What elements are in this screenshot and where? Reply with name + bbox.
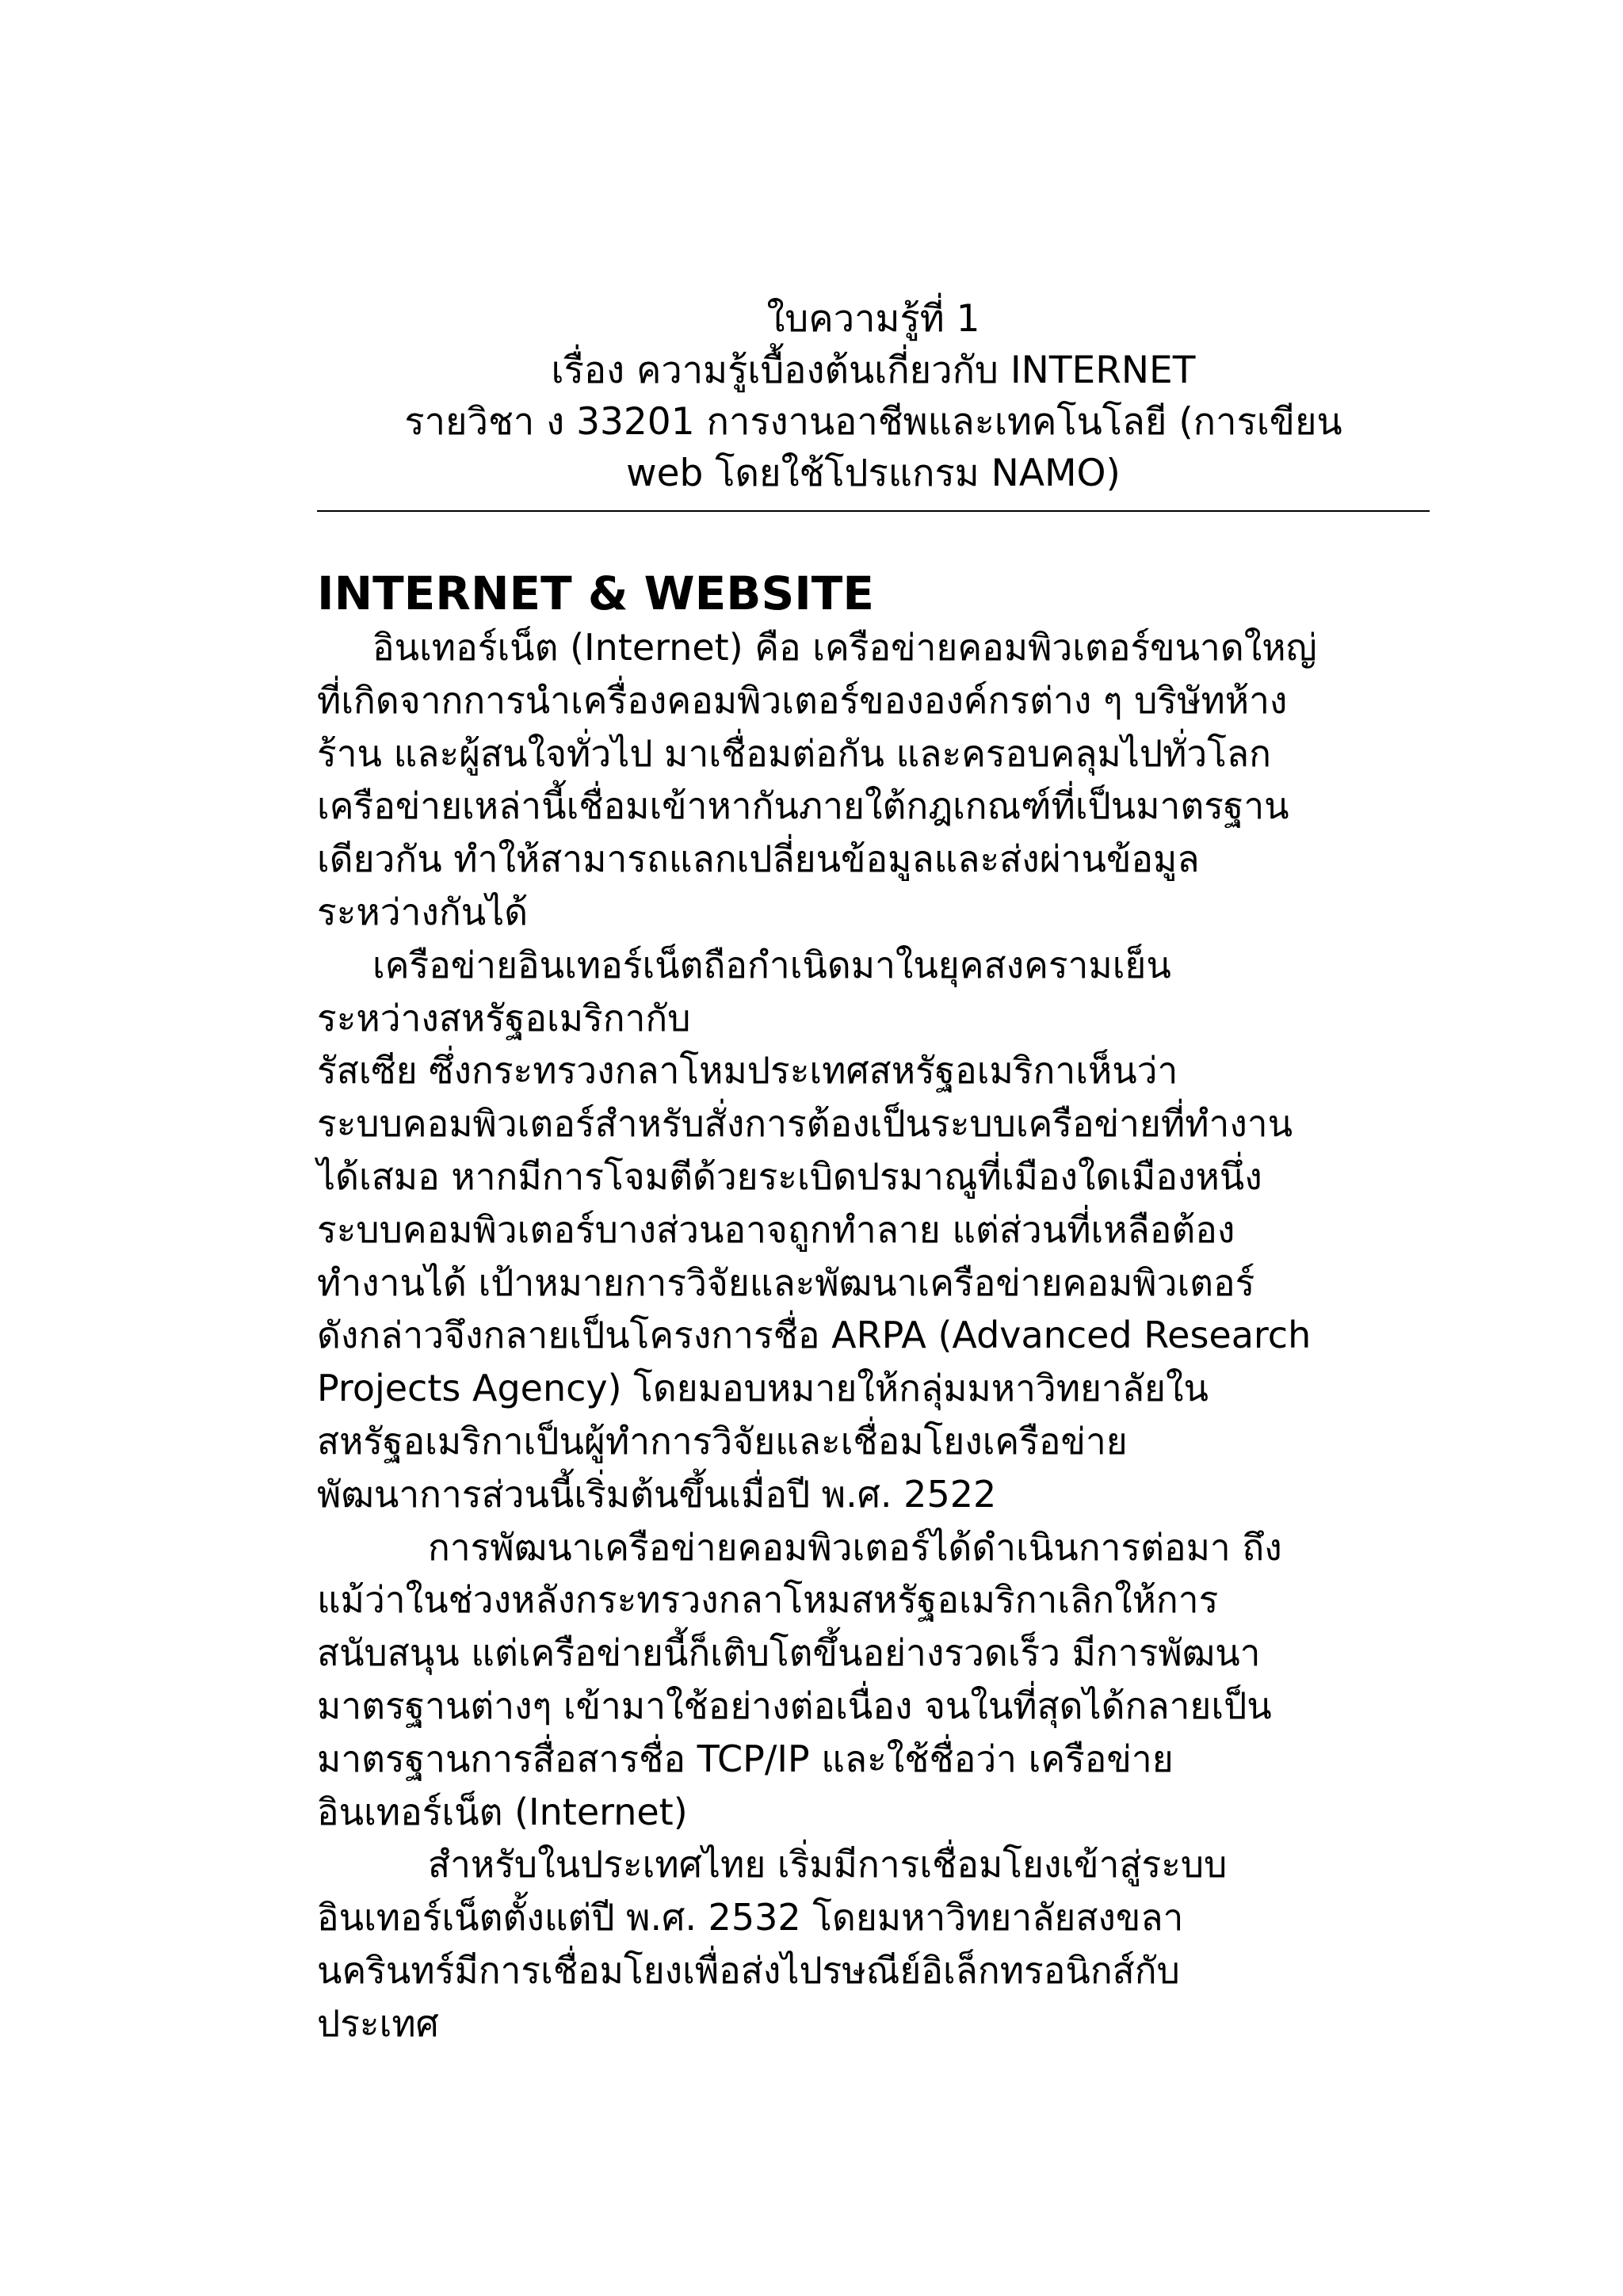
text-line: พัฒนาการส่วนนี้เริ่มต้นขึ้นเมื่อปี พ.ศ. 2522 bbox=[317, 1472, 997, 1516]
text-line: เครือข่ายเหล่านี้เชื่อมเข้าหากันภายใต้กฎเกณฑ์ที่เป็นมาตรฐาน bbox=[317, 784, 1289, 828]
text-line: ได้เสมอ หากมีการโจมตีด้วยระเบิดปรมาณูที่เมืองใดเมืองหนึ่ง bbox=[317, 1154, 1262, 1198]
document-header bbox=[317, 293, 1430, 499]
section-title: INTERNET & WEBSITE bbox=[317, 566, 874, 620]
text-line: อินเทอร์เน็ตตั้งแต่ปี พ.ศ. 2532 โดยมหาวิทยาลัยสงขลา bbox=[317, 1896, 1184, 1939]
text-line: อินเทอร์เน็ต (Internet) bbox=[317, 1790, 688, 1833]
text-line: อินเทอร์เน็ต (Internet) คือ เครือข่ายคอมพิวเตอร์ขนาดใหญ่ bbox=[372, 626, 1317, 669]
text-line: ที่เกิดจากการนำเครื่องคอมพิวเตอร์ขององค์กรต่าง ๆ บริษัทห้าง bbox=[317, 678, 1288, 722]
text-line: สนับสนุน แต่เครือข่ายนี้ก็เติบโตขึ้นอย่างรวดเร็ว มีการพัฒนา bbox=[317, 1631, 1261, 1675]
text-line: รัสเซีย ซึ่งกระทรวงกลาโหมประเทศสหรัฐอเมริกาเห็นว่า bbox=[317, 1049, 1178, 1093]
text-line: เครือข่ายอินเทอร์เน็ตถือกำเนิดมาในยุคสงครามเย็น bbox=[372, 943, 1171, 986]
text-line: ทำงานได้ เป้าหมายการวิจัยและพัฒนาเครือข่ายคอมพิวเตอร์ bbox=[317, 1261, 1255, 1304]
text-line: มาตรฐานต่างๆ เข้ามาใช้อย่างต่อเนื่อง จนในที่สุดได้กลายเป็น bbox=[317, 1684, 1272, 1727]
text-line: Projects Agency) โดยมอบหมายให้กลุ่มมหาวิทยาลัยใน bbox=[317, 1367, 1209, 1410]
text-line: นครินทร์มีการเชื่อมโยงเพื่อส่งไปรษณีย์อิเล็กทรอนิกส์กับ bbox=[317, 1948, 1180, 1992]
text-line: ดังกล่าวจึงกลายเป็นโครงการชื่อ ARPA (Advanced Research bbox=[317, 1314, 1312, 1357]
header-divider bbox=[317, 510, 1430, 512]
header-line: web โดยใช้โปรแกรม NAMO) bbox=[626, 452, 1121, 495]
text-line: แม้ว่าในช่วงหลังกระทรวงกลาโหมสหรัฐอเมริกาเลิกให้การ bbox=[317, 1578, 1219, 1622]
text-line: ระบบคอมพิวเตอร์สำหรับสั่งการต้องเป็นระบบเครือข่ายที่ทำงาน bbox=[317, 1102, 1293, 1146]
text-line: สำหรับในประเทศไทย เริ่มมีการเชื่อมโยงเข้าสู่ระบบ bbox=[428, 1843, 1228, 1886]
text-line: ระบบคอมพิวเตอร์บางส่วนอาจถูกทำลาย แต่ส่วนที่เหลือต้อง bbox=[317, 1207, 1235, 1251]
header-line: เรื่อง ความรู้เบื้องต้นเกี่ยวกับ INTERNET bbox=[551, 349, 1196, 392]
text-line: ระหว่างกันได้ bbox=[317, 890, 529, 933]
header-line: รายวิชา ง 33201 การงานอาชีพและเทคโนโลยี (การเขียน bbox=[404, 400, 1342, 444]
text-line: การพัฒนาเครือข่ายคอมพิวเตอร์ได้ดำเนินการต่อมา ถึง bbox=[428, 1525, 1282, 1569]
text-line: มาตรฐานการสื่อสารชื่อ TCP/IP และใช้ชื่อว่า เครือข่าย bbox=[317, 1737, 1174, 1780]
text-line: ประเทศ bbox=[317, 2001, 439, 2045]
text-line: เดียวกัน ทำให้สามารถแลกเปลี่ยนข้อมูลและส่งผ่านข้อมูล bbox=[317, 837, 1200, 881]
document-body bbox=[317, 621, 1442, 2050]
text-line: ร้าน และผู้สนใจทั่วไป มาเชื่อมต่อกัน และครอบคลุมไปทั่วโลก bbox=[317, 731, 1271, 775]
text-line: ระหว่างสหรัฐอเมริกากับ bbox=[317, 996, 691, 1039]
header-line: ใบความรู้ที่ 1 bbox=[766, 297, 980, 341]
text-line: สหรัฐอเมริกาเป็นผู้ทำการวิจัยและเชื่อมโยงเครือข่าย bbox=[317, 1419, 1128, 1463]
